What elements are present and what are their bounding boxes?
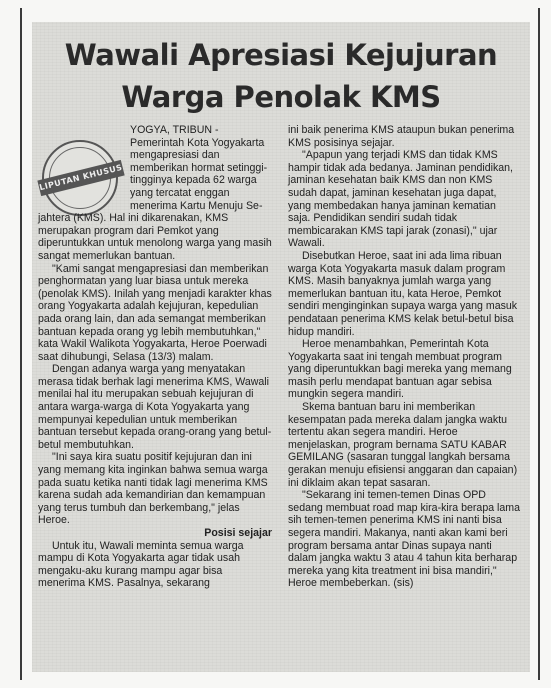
headline (32, 34, 530, 118)
headline-line-1: Wawali Apresiasi Kejujuran (64, 38, 498, 72)
paragraph: Dengan adanya warga yang menyatakan merasa tidak berhak lagi menerima KMS, Wawali menilai hal itu merupakan sebuah kejujuran di antara warga-warga di Kota Yogyakarta yang mempunyai kepedulian untuk memberikan bantuan tersebut kepada orang-orang yang betul-betul membutuhkan. (38, 363, 272, 451)
right-column (288, 124, 520, 590)
left-column (38, 124, 272, 590)
paragraph: Untuk itu, Wawali meminta semua warga mampu di Kota Yogyakarta agar tidak usah mengaku-aku kurang mampu agar bisa menerima KMS. Pasalnya, sekarang (38, 539, 244, 590)
paragraph: "Sekarang ini temen-temen Dinas OPD sedang membuat road map kira-kira berapa lama sih temen-temen penerima KMS ini nanti bisa segera mandiri. Makanya, nanti akan kami beri program bersama antar Dinas supaya nanti dalam jangka waktu 3 atau 4 tahun kita berharap mereka yang kita treatment ini bisa mandiri," Heroe membeberkan. (sis) (288, 489, 521, 590)
paragraph: ini baik penerima KMS ataupun bukan penerima KMS posisinya sejajar. (288, 124, 515, 149)
paragraph: Heroe menambahkan, Pemerintah Kota Yogyakarta saat ini tengah membuat program yang diperuntukkan bagi mereka yang memang masih perlu mendapat bantuan agar sebisa mungkin segera mandiri. (288, 338, 512, 401)
paragraph: "Kami sangat mengapresiasi dan memberikan penghormatan yang luar biasa untuk mereka (penolak KMS). Inilah yang menjadi karakter khas orang Yogyakarta adalah kejujuran, kepedulian pada orang lain, dan ada semangat memberikan bantuan kepada orang yg lebih membutuhkan," kata Wakil Walikota Yogyakarta, Heroe Poerwadi saat dihubungi, Selasa (13/3) malam. (38, 262, 272, 363)
paragraph: "Ini saya kira suatu positif kejujuran dan ini yang memang kita inginkan bahwa semua warga pada suatu ketika nanti tidak lagi menerima KMS karena sudah ada kemandirian dan kemampuan yang terus tumbuh dan berkembang," jelas Heroe. (38, 451, 268, 527)
badge-label: LIPUTAN KHUSUS (37, 160, 124, 196)
paragraph: "Apapun yang terjadi KMS dan tidak KMS hampir tidak ada bedanya. Jaminan pendidikan, jaminan kesehatan baik KMS dan non KMS sudah dapat, jaminan kesehatan juga dapat, yang membedakan hanya jaminan kematian saja. Pendidikan sendiri sudah tidak membicarakan KMS tapi jarak (zonasi)," ujar Wawali. (288, 149, 513, 250)
subheading: Posisi sejajar (204, 527, 272, 539)
headline-line-2: Warga Penolak KMS (121, 80, 441, 114)
newspaper-clipping (32, 22, 530, 672)
intro-paragraph: YOGYA, TRIBUN - Pemerintah Kota Yogyakarta mengapresiasi dan memberikan hormat setinggi-tingginya kepada 62 warga yang tercatat enggan menerima Kartu Menuju Se- (130, 124, 268, 212)
paragraph: Disebutkan Heroe, saat ini ada lima ribuan warga Kota Yogyakarta masuk dalam program KMS. Masih banyaknya jumlah warga yang memerlukan bantuan itu, kata Heroe, Pemkot sendiri menginginkan supaya warga yang masuk pendataan penerima KMS kelak betul-betul bisa hidup mandiri. (288, 249, 518, 338)
paragraph: jahtera (KMS). Hal ini dikarenakan, KMS merupakan program dari Pemkot yang diperuntukkan untuk menolong warga yang masih sangat memerlukan bantuan. (38, 212, 272, 262)
paragraph: Skema bantuan baru ini memberikan kesempatan pada mereka dalam jangka waktu tertentu akan segera mandiri. Heroe menjelaskan, program bernama SATU KABAR GEMILANG (sasaran tunggal langkah bersama gerakan menuju efisiensi anggaran dan capaian) ini diklaim akan tepat sasaran. (288, 401, 518, 489)
